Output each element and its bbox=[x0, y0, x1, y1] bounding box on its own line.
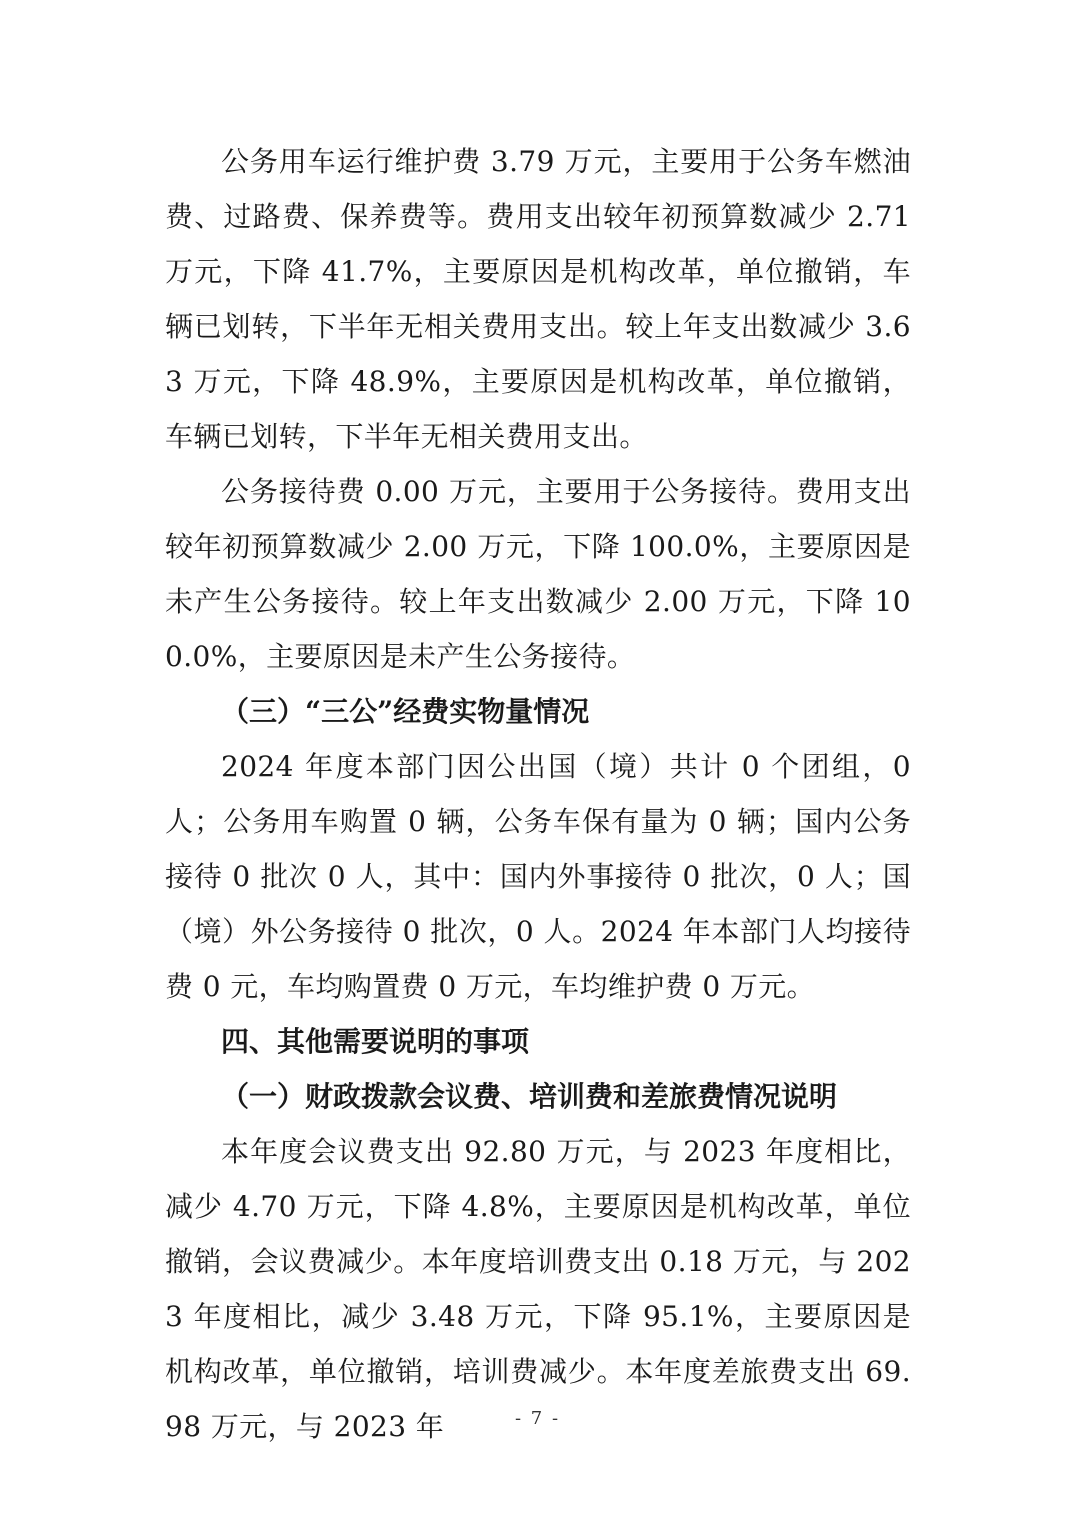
paragraph-physical-quantity: 2024 年度本部门因公出国（境）共计 0 个团组，0 人；公务用车购置 0 辆，公务车保有量为 0 辆；国内公务接待 0 批次 0 人，其中：国内外事接待 0 批次，0 人；国（境）外公务接待 0 批次，0 人。2024 年本部门人均接待费 0 元，车均购置费 0 万元，车均维护费 0 万元。 bbox=[165, 750, 911, 1003]
subsection-heading-meeting-training-travel: （一）财政拨款会议费、培训费和差旅费情况说明 bbox=[221, 1080, 838, 1113]
section-heading-physical-quantity: （三）“三公”经费实物量情况 bbox=[221, 695, 590, 728]
document-body bbox=[165, 134, 911, 1454]
page-number: - 7 - bbox=[514, 1408, 561, 1429]
paragraph-reception-fee: 公务接待费 0.00 万元，主要用于公务接待。费用支出较年初预算数减少 2.00 万元，下降 100.0%，主要原因是未产生公务接待。较上年支出数减少 2.00 万元，下降 100.0%，主要原因是未产生公务接待。 bbox=[165, 475, 911, 673]
paragraph-meeting-training-travel: 本年度会议费支出 92.80 万元，与 2023 年度相比，减少 4.70 万元，下降 4.8%，主要原因是机构改革，单位撤销，会议费减少。本年度培训费支出 0.18 万元，与 2023 年度相比，减少 3.48 万元，下降 95.1%，主要原因是机构改革，单位撤销，培训费减少。本年度差旅费支出 69.98 万元，与 2023 年 bbox=[165, 1135, 911, 1443]
paragraph-vehicle-maintenance: 公务用车运行维护费 3.79 万元，主要用于公务车燃油费、过路费、保养费等。费用支出较年初预算数减少 2.71 万元，下降 41.7%，主要原因是机构改革，单位撤销，车辆已划转，下半年无相关费用支出。较上年支出数减少 3.63 万元，下降 48.9%，主要原因是机构改革，单位撤销，车辆已划转，下半年无相关费用支出。 bbox=[165, 145, 911, 453]
section-heading-other-matters: 四、其他需要说明的事项 bbox=[221, 1025, 530, 1058]
